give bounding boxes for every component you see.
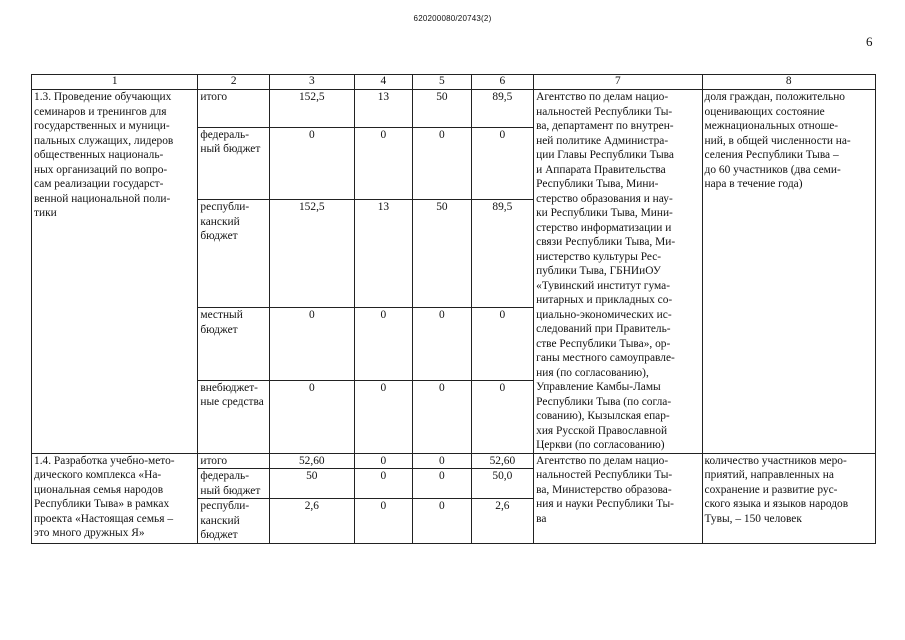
header-cell: 4 [354, 75, 412, 90]
funding-source-cell: внебюджет- ные средства [198, 380, 270, 453]
funding-source-cell: федераль- ный бюджет [198, 127, 270, 200]
amount-total-cell: 2,6 [269, 499, 354, 544]
amount-year-3-cell: 50,0 [471, 469, 534, 499]
amount-year-2-cell: 0 [413, 499, 471, 544]
funding-source-cell: местный бюджет [198, 308, 270, 381]
executors-cell: Агентство по делам нацио- нальностей Республики Ты- ва, Министерство образова- ния и науки Республики Ты- ва [534, 453, 702, 543]
header-cell: 6 [471, 75, 534, 90]
amount-year-3-cell: 2,6 [471, 499, 534, 544]
amount-year-2-cell: 50 [413, 90, 471, 128]
header-cell: 7 [534, 75, 702, 90]
amount-year-2-cell: 0 [413, 453, 471, 469]
document-id: 620200080/20743(2) [413, 14, 492, 23]
amount-year-2-cell: 0 [413, 380, 471, 453]
amount-total-cell: 52,60 [269, 453, 354, 469]
amount-year-1-cell: 0 [354, 453, 412, 469]
page-number: 6 [866, 34, 873, 49]
amount-year-1-cell: 0 [354, 308, 412, 381]
header-cell: 2 [198, 75, 270, 90]
funding-source-cell: республи- канский бюджет [198, 200, 270, 308]
activity-name-cell: 1.4. Разработка учебно-мето- дического комплекса «На- циональная семья народов Республики Тыва» в рамках проекта «Настоящая семья – это много дружных Я» [32, 453, 198, 543]
amount-total-cell: 0 [269, 380, 354, 453]
amount-year-1-cell: 13 [354, 90, 412, 128]
amount-total-cell: 50 [269, 469, 354, 499]
funding-source-cell: итого [198, 90, 270, 128]
amount-total-cell: 0 [269, 127, 354, 200]
amount-year-3-cell: 89,5 [471, 200, 534, 308]
activity-name-cell: 1.3. Проведение обучающих семинаров и тренингов для государственных и муници- пальных служащих, лидеров общественных националь- ных организаций по вопро- сам реализации государст- венной национальной поли- тики [32, 90, 198, 454]
amount-year-2-cell: 50 [413, 200, 471, 308]
funding-source-cell: итого [198, 453, 270, 469]
program-table [31, 74, 876, 544]
amount-year-1-cell: 0 [354, 380, 412, 453]
funding-source-cell: республи- канский бюджет [198, 499, 270, 544]
expected-result-cell: доля граждан, положительно оценивающих состояние межнациональных отноше- ний, в общей численности на- селения Республики Тыва – до 60 участников (два семи- нара в течение года) [702, 90, 875, 454]
funding-source-cell: федераль- ный бюджет [198, 469, 270, 499]
expected-result-cell: количество участников меро- приятий, направленных на сохранение и развитие рус- ского языка и языков народов Тувы, – 150 человек [702, 453, 875, 543]
amount-total-cell: 152,5 [269, 200, 354, 308]
amount-year-2-cell: 0 [413, 127, 471, 200]
amount-year-1-cell: 0 [354, 469, 412, 499]
amount-year-3-cell: 0 [471, 380, 534, 453]
header-cell: 1 [32, 75, 198, 90]
amount-year-3-cell: 0 [471, 127, 534, 200]
amount-year-2-cell: 0 [413, 308, 471, 381]
amount-year-3-cell: 52,60 [471, 453, 534, 469]
executors-cell: Агентство по делам нацио- нальностей Республики Ты- ва, департамент по внутрен- ней политике Администра- ции Главы Республики Тыва и Аппарата Правительства Республики Тыва, Мини- стерство образования и нау- ки Республики Тыва, Мини- стерство информатизации и связи Республики Тыва, Ми- нистерство культуры Рес- публики Тыва, ГБНИиОУ «Тувинский институт гума- нитарных и прикладных со- циально-экономических ис- следований при Правитель- стве Республики Тыва», ор- ганы местного самоуправле- ния (по согласованию), Управление Камбы-Ламы Республики Тыва (по согла- сованию), Кызылская епар- хия Русской Православной Церкви (по согласованию) [534, 90, 702, 454]
amount-year-1-cell: 0 [354, 499, 412, 544]
amount-year-3-cell: 89,5 [471, 90, 534, 128]
amount-year-1-cell: 0 [354, 127, 412, 200]
table-row [32, 90, 876, 128]
amount-year-1-cell: 13 [354, 200, 412, 308]
table-header-row [32, 75, 876, 90]
header-cell: 8 [702, 75, 875, 90]
table-row [32, 453, 876, 469]
amount-total-cell: 0 [269, 308, 354, 381]
amount-year-2-cell: 0 [413, 469, 471, 499]
amount-year-3-cell: 0 [471, 308, 534, 381]
header-cell: 5 [413, 75, 471, 90]
amount-total-cell: 152,5 [269, 90, 354, 128]
header-cell: 3 [269, 75, 354, 90]
